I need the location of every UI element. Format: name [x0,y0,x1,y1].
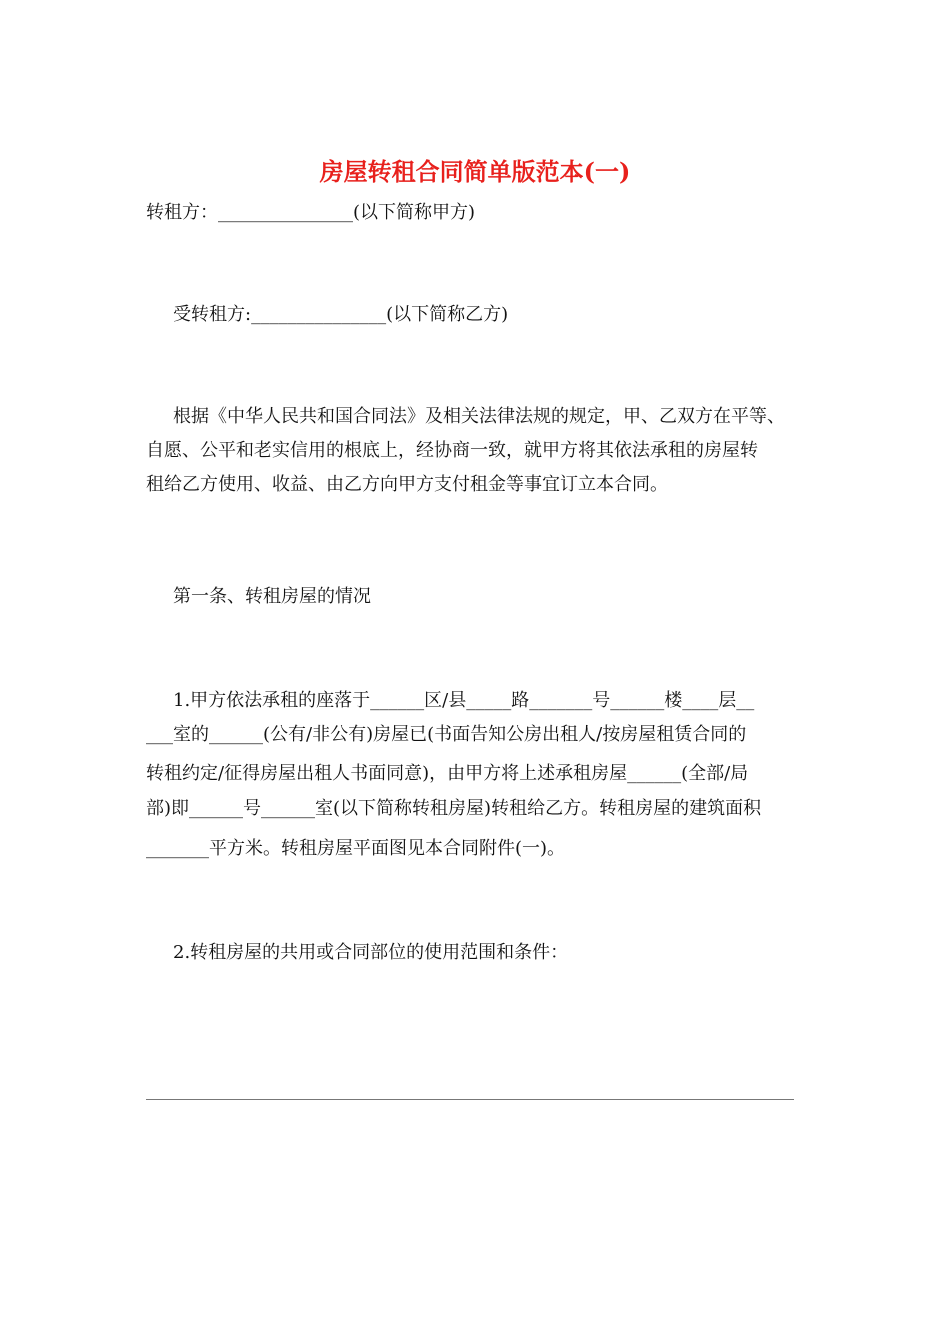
preamble-line-2: 自愿、公平和老实信用的根底上，经协商一致，就甲方将其依法承租的房屋转 [146,440,758,461]
clause-1-line-1: 1.甲方依法承租的座落于______区/县_____路_______号______楼____层__ [173,690,755,711]
party-a-line: 转租方：_______________(以下简称甲方) [146,202,476,223]
document-title: 房屋转租合同简单版范本(一) [319,157,631,186]
clause-2-line: 2.转租房屋的共用或合同部位的使用范围和条件： [173,942,569,963]
preamble-line-1: 根据《中华人民共和国合同法》及相关法律法规的规定，甲、乙双方在平等、 [173,406,785,427]
preamble-line-3: 租给乙方使用、收益、由乙方向甲方支付租金等事宜订立本合同。 [146,474,668,495]
blank-fill-line [146,1099,794,1100]
clause-1-line-5: _______平方米。转租房屋平面图见本合同附件(一)。 [146,838,566,859]
clause-1-line-2: ___室的______(公有/非公有)房屋已(书面告知公房出租人/按房屋租赁合同的 [146,724,747,745]
clause-1-line-3: 转租约定/征得房屋出租人书面同意)，由甲方将上述承租房屋______(全部/局 [146,763,749,784]
article-1-heading: 第一条、转租房屋的情况 [173,586,371,607]
clause-1-line-4: 部)即______号______室(以下简称转租房屋)转租给乙方。转租房屋的建筑面积 [146,798,762,819]
party-b-line: 受转租方:_______________(以下简称乙方) [173,304,509,325]
